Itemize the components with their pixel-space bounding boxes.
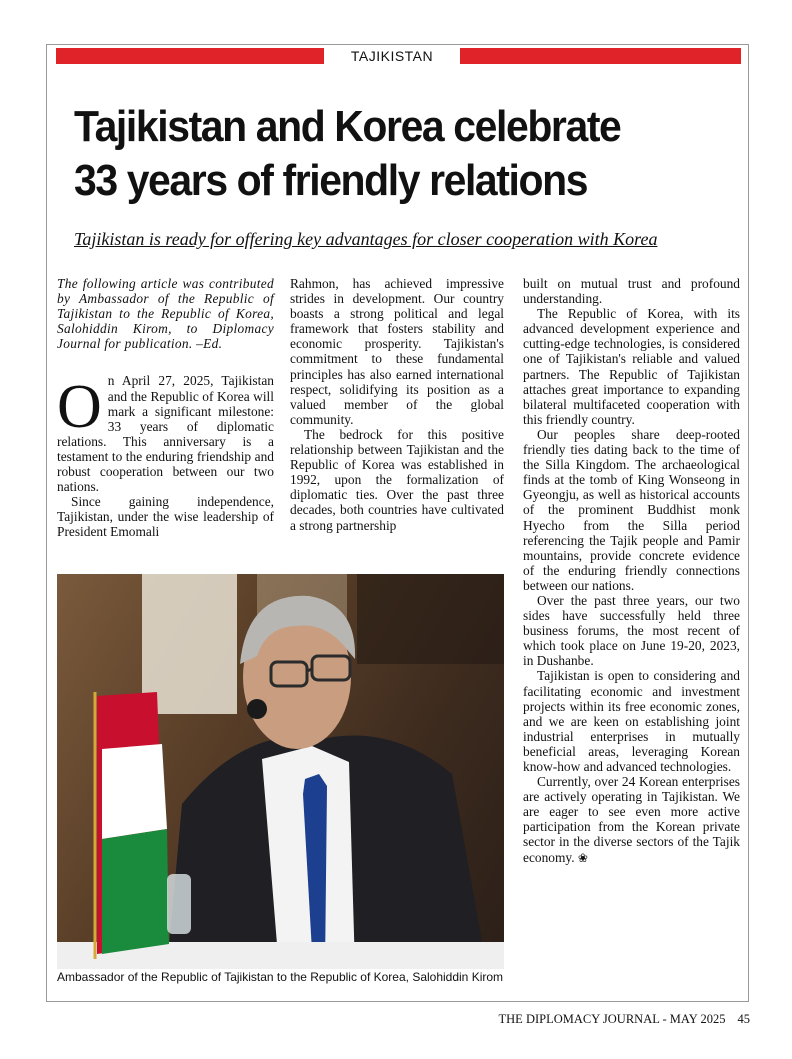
column-3 [523,276,740,866]
body-paragraph: The bedrock for this positive relationship between Tajikistan and the Republic of Korea was established in 1992, upon the formalization of diplomatic ties. Over the past three decades, both countries have cultivated a strong partnership [290,426,504,533]
headline-line-1: Tajikistan and Korea celebrate [74,102,621,151]
section-band-right [460,48,741,64]
editor-note: The following article was contributed by Ambassador of the Republic of Tajikistan to the Republic of Korea, Salohiddin Kirom, to Diplomacy Journal for publication. –Ed. [57,276,274,352]
article-subheadline: Tajikistan is ready for offering key advantages for closer cooperation with Korea [74,229,658,249]
article-headline [74,100,697,208]
body-paragraph: built on mutual trust and profound understanding. [523,276,740,307]
body-paragraph [523,774,740,866]
spacer [57,351,274,373]
body-paragraph: Our peoples share deep-rooted friendly ties dating back to the time of the Silla Kingdom. The archaeological finds at the tomb of King Wonseong in Gyeongju, as well as historical accounts of the prominent Buddhist monk Hyecho from the Silla period referencing the Tajik people and Pamir mountains, provide concrete evidence of the enduring friendly connections between our nations. [523,426,740,593]
body-paragraph: Since gaining independence, Tajikistan, under the wise leadership of President Emomali [57,494,274,540]
body-paragraph [57,373,274,494]
photo-illustration [57,574,504,969]
publication-name: THE DIPLOMACY JOURNAL - MAY 2025 [498,1012,726,1026]
body-text: Currently, over 24 Korean enterprises are actively operating in Tajikistan. We are eager to see even more active participation from the Korean private sector in the diverse sectors of the Tajik economy. [523,774,740,865]
column-1 [57,276,274,540]
section-label: TAJIKISTAN [350,48,434,64]
end-mark-icon: ❀ [577,850,588,865]
page-number: 45 [737,1012,750,1026]
body-text: n April 27, 2025, Tajikistan and the Republic of Korea will mark a significant milestone: 33 years of diplomatic relations. This anniversary is a testament to the enduring friendship and robust cooperation between our two nations. [57,373,274,495]
body-paragraph: Tajikistan is open to considering and facilitating economic and investment projects within its free economic zones, and we are keen on establishing joint industrial enterprises in mutually beneficial areas, leveraging Korean know-how and advanced technologies. [523,668,740,774]
photo-caption: Ambassador of the Republic of Tajikistan to the Republic of Korea, Salohiddin Kirom [57,970,504,984]
body-paragraph: The Republic of Korea, with its advanced development experience and cutting-edge technologies, is considered one of Tajikistan's reliable and valued partners. The Republic of Tajikistan attaches great importance to expanding bilateral multifaceted cooperation with this friendly country. [523,306,740,427]
drop-cap: O [57,373,102,442]
column-2 [290,276,504,533]
section-band-left [56,48,324,64]
ambassador-photo [57,574,504,969]
page-footer [470,1012,750,1027]
body-paragraph: Rahmon, has achieved impressive strides in development. Our country boasts a strong political and legal framework that fosters stability and economic prosperity. Tajikistan's commitment to these fundamental principles has also earned international respect, solidifying its position as a valued member of the global community. [290,276,504,427]
headline-line-2: 33 years of friendly relations [74,156,588,205]
body-paragraph: Over the past three years, our two sides have successfully held three business forums, the most recent of which took place on June 19-20, 2023, in Dushanbe. [523,592,740,669]
